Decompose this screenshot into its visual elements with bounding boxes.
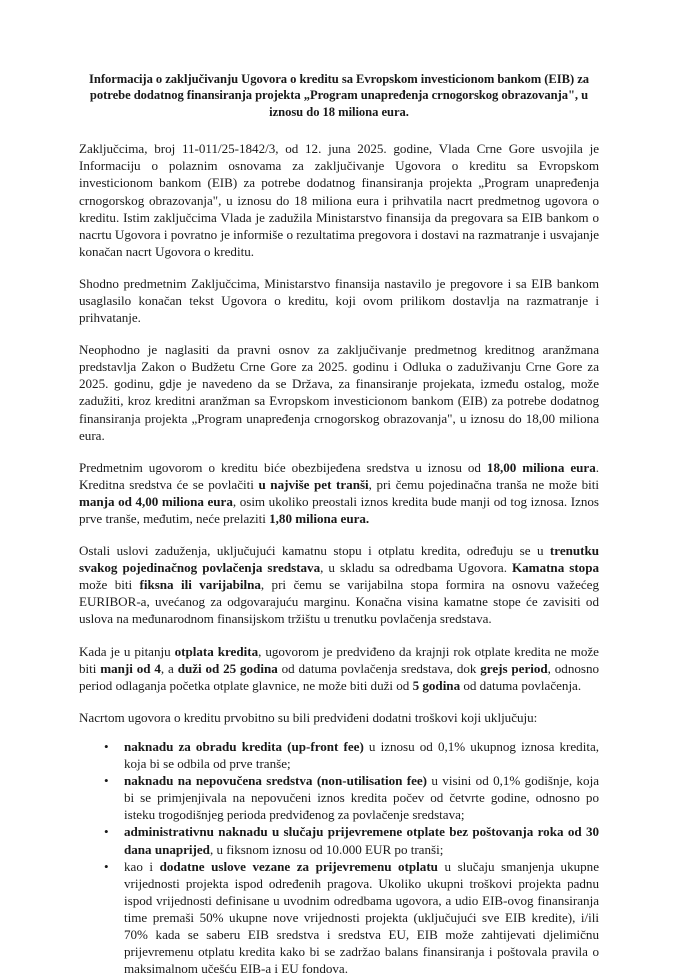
list-item-text: naknadu na nepovučena sredstva (non-utilisation fee) u visini od 0,1% godišnje, koja bi se primjenjivala na nepovučeni iznos kredita počev od četvrte godine, odnosno po isteku trogodišnjeg perioda predviđenog za povlačenje sredstava;	[124, 773, 599, 823]
paragraph-interest-rate: Ostali uslovi zaduženja, uključujući kamatnu stopu i otplatu kredita, određuju se u trenutku svakog pojedinačnog povlačenja sredstava, u skladu sa odredbama Ugovora. Kamatna stopa može biti fiksna ili varijabilna, pri čemu se varijabilna stopa formira na osnovu važećeg EURIBOR-a, uvećanog za odgovarajuću marginu. Konačna visina kamatne stope će zavisiti od uslova na međunarodnom finansijskom tržištu u trenutku povlačenja sredstava.	[79, 543, 599, 627]
list-item-text: naknadu za obradu kredita (up-front fee) u iznosu od 0,1% ukupnog iznosa kredita, koja bi se odbila od prve tranše;	[124, 738, 599, 772]
list-item-text: kao i dodatne uslove vezane za prijevremenu otplatu u slučaju smanjenja ukupne vrijednosti projekta ispod određenih pragova. Ukoliko ukupni troškovi projekta padnu ispod vrijednosti definisane u uvodnim odredbama ugovora, a udio EIB-ovog finansiranja time premaši 50% ukupne nove vrijednosti projekta (uključujući sve EIB kredite), i/ili 70% kada se saberu EIB sredstva i sredstva EU, EIB može zahtijevati djelimičnu prijevremenu otplatu kredita kako bi se zadržao balans finansiranja i poštovala pravila o maksimalnom učešću EIB-a i EU fondova.	[124, 858, 599, 977]
paragraph-repayment: Kada je u pitanju otplata kredita, ugovorom je predviđeno da krajnji rok otplate kredita ne može biti manji od 4, a duži od 25 godina od datuma povlačenja sredstava, dok grejs period, odnosno period odlaganja početka otplate glavnice, ne može biti duži od 5 godina od datuma povlačenja.	[79, 643, 600, 693]
list-item	[79, 772, 599, 823]
paragraph-intro-conclusions: Zaključcima, broj 11-011/25-1842/3, od 12. juna 2025. godine, Vlada Crne Gore usvojila je Informaciju o polaznim osnovama za zaključivanje Ugovora o kreditu sa Evropskom investicionom bankom (EIB) za potrebe dodatnog finansiranja projekta „Program unapređenja crnogorskog obrazovanja", u iznosu do 18 miliona eura i prihvatila nacrt predmetnog ugovora o kreditu. Istim zaključcima Vlada je zadužila Ministarstvo finansija da pregovara sa EIB bankom o nacrtu Ugovora i povratno je informiše o rezultatima pregovora i dostavi na razmatranje i usvajanje konačan nacrt Ugovora o kreditu.	[79, 141, 599, 259]
bullet-icon: •	[104, 738, 109, 754]
list-item	[79, 823, 599, 857]
list-item	[79, 858, 599, 977]
list-item	[79, 738, 599, 772]
paragraph-fees-lead-in: Nacrtom ugovora o kreditu prvobitno su bili predviđeni dodatni troškovi koji uključuju:	[79, 709, 538, 725]
additional-costs-list	[79, 738, 599, 977]
paragraph-negotiations: Shodno predmetnim Zaključcima, Ministarstvo finansija nastavilo je pregovore i sa EIB bankom usaglasilo konačan tekst Ugovora o kreditu, koji ovom prilikom dostavlja na razmatranje i prihvatanje.	[79, 275, 599, 326]
paragraph-legal-basis: Neophodno je naglasiti da pravni osnov za zaključivanje predmetnog kreditnog aranžmana predstavlja Zakon o Budžetu Crne Gore za 2025. godinu i Odluka o zaduživanju Crne Gore za 2025. godinu, gdje je navedeno da se Država, za finansiranje projekata, između ostalog, može zadužiti, kroz kreditni aranžman sa Evropskom investicionom bankom (EIB) za potrebe dodatnog finansiranja projekta „Program unapređenja crnogorskog obrazovanja", u iznosu do 18,00 miliona eura.	[79, 342, 599, 443]
page-title: Informacija o zaključivanju Ugovora o kreditu sa Evropskom investicionom bankom (EIB) za potrebe dodatnog finansiranja projekta „Program unapređenja crnogorskog obrazovanja", u iznosu do 18 miliona eura.	[89, 72, 589, 119]
bullet-icon: •	[104, 773, 109, 789]
bullet-icon: •	[104, 858, 109, 874]
bullet-icon: •	[104, 824, 109, 840]
paragraph-loan-amount: Predmetnim ugovorom o kreditu biće obezbijeđena sredstva u iznosu od 18,00 miliona eura. Kreditna sredstva će se povlačiti u najviše pet tranši, pri čemu pojedinačna tranša ne može biti manja od 4,00 miliona eura, osim ukoliko preostali iznos kredita bude manji od tog iznosa. Iznos prve tranše, međutim, neće prelaziti 1,80 miliona eura.	[79, 459, 599, 526]
list-item-text: administrativnu naknadu u slučaju prijevremene otplate bez poštovanja roka od 30 dana unaprijed, u fiksnom iznosu od 10.000 EUR po tranši;	[124, 824, 599, 857]
